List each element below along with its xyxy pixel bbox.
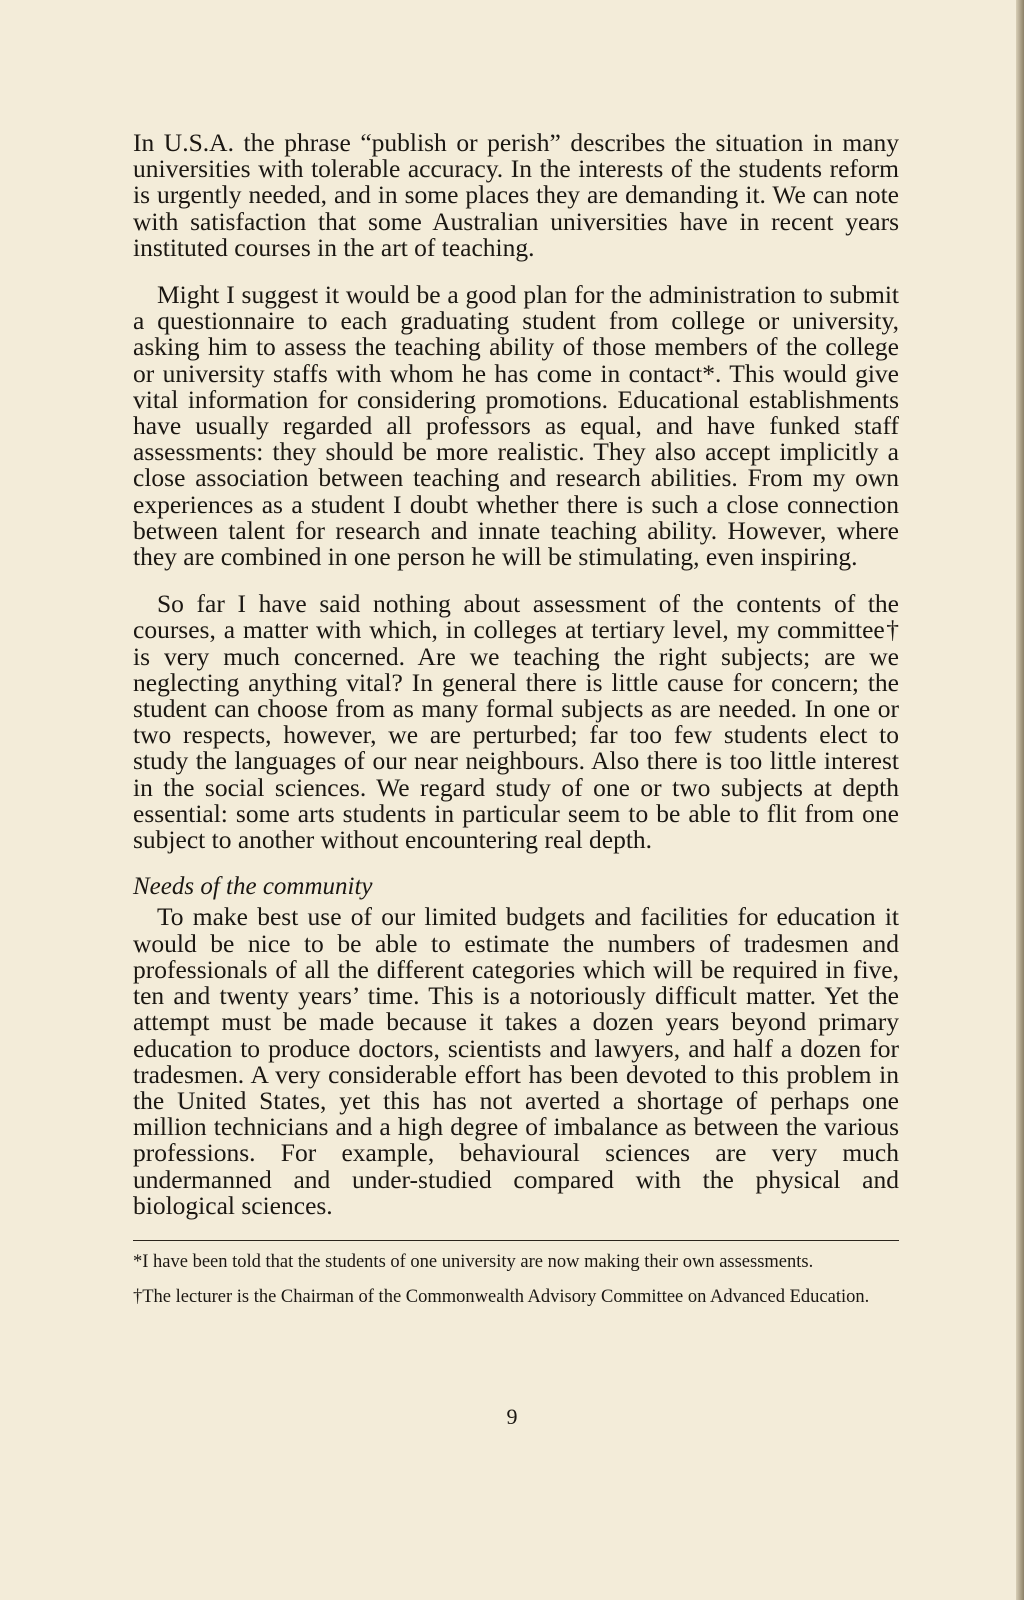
paragraph-course-contents: So far I have said nothing about assessment of the contents of the courses, a matter with which, in colleges at tertiary level, my committee† is very much concerned. Are we teaching the right subjects; are we neglecting anything vital? In general there is little cause for concern; the student can choose from as many formal subjects as are needed. In one or two respects, however, we are perturbed; far too few students elect to study the languages of our near neighbours. Also there is too little interest in the social sciences. We regard study of one or two subjects at depth essential: some arts students in particular seem to be able to flit from one subject to another without encountering real depth.	[133, 589, 899, 855]
footnote-assessments: *I have been told that the students of one university are now making their own assessments.	[133, 1251, 814, 1272]
section-heading: Needs of the community	[133, 873, 373, 901]
footnote-divider	[133, 1240, 899, 1241]
paragraph-publish-or-perish: In U.S.A. the phrase “publish or perish” describes the situation in many universities with tolerable accuracy. In the interests of the students reform is urgently needed, and in some places they are demanding it. We can note with satisfaction that some Australian universities have in recent years instituted courses in the art of teaching.	[133, 128, 899, 262]
footnote-lecturer: †The lecturer is the Chairman of the Commonwealth Advisory Committee on Advanced Education.	[133, 1286, 870, 1307]
page-edge-shadow	[1016, 0, 1024, 1600]
paragraph-community-needs: To make best use of our limited budgets and facilities for education it would be nice to be able to estimate the numbers of tradesmen and professionals of all the different categories which will be required in five, ten and twenty years’ time. This is a notoriously difficult matter. Yet the attempt must be made because it takes a dozen years beyond primary education to produce doctors, scientists and lawyers, and half a dozen for tradesmen. A very considerable effort has been devoted to this problem in the United States, yet this has not averted a shortage of perhaps one million technicians and a high degree of imbalance as between the various professions. For example, behavioural sciences are very much undermanned and under-studied compared with the physical and biological sciences.	[133, 902, 899, 1220]
paragraph-questionnaire: Might I suggest it would be a good plan for the administration to submit a questionnaire to each graduating student from college or university, asking him to assess the teaching ability of those members of the college or university staffs with whom he has come in contact*. This would give vital information for considering promotions. Educational establishments have usually regarded all professors as equal, and have funked staff assessments: they should be more realistic. They also accept implicitly a close association between teaching and research abilities. From my own experiences as a student I doubt whether there is such a close connection between talent for research and innate teaching ability. However, where they are combined in one person he will be stimulating, even inspiring.	[133, 280, 899, 572]
page-number: 9	[506, 1404, 518, 1429]
page-body	[133, 130, 899, 1323]
